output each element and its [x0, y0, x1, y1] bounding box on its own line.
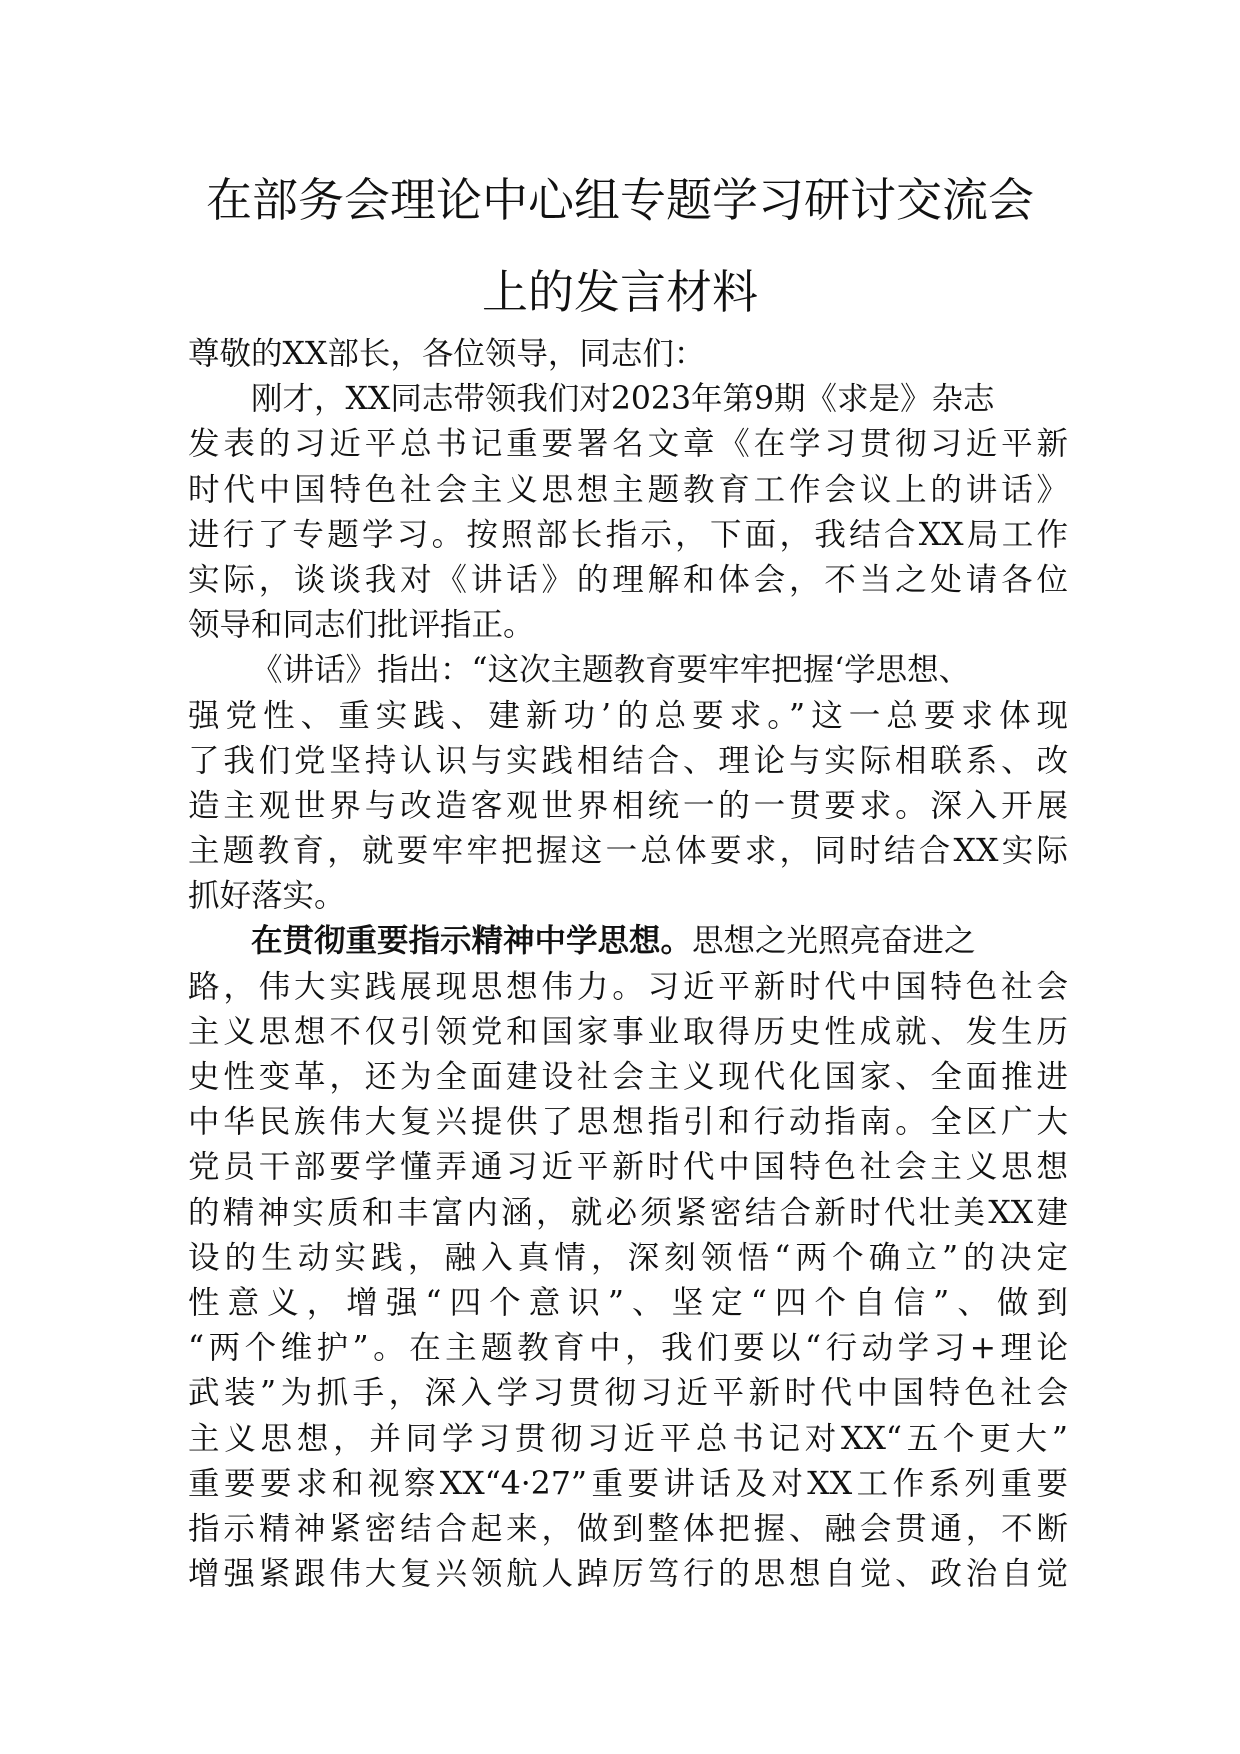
section-heading: 在贯彻重要指示精神中学思想。: [251, 923, 693, 960]
paragraph-line: 设的生动实践，融入真情，深刻领悟“两个确立”的决定: [188, 1239, 1068, 1276]
document-title-line-2: 上的发言材料: [482, 265, 758, 319]
paragraph-line: 发表的习近平总书记重要署名文章《在学习贯彻习近平新: [188, 426, 1068, 463]
heading-continuation: 思想之光照亮奋进之: [692, 923, 976, 960]
paragraph-line: 时代中国特色社会主义思想主题教育工作会议上的讲话》: [188, 471, 1068, 508]
document-title-line-1: 在部务会理论中心组专题学习研讨交流会: [206, 173, 1034, 227]
paragraph-line: 指示精神紧密结合起来，做到整体把握、融会贯通，不断: [188, 1510, 1068, 1547]
paragraph-line: 领导和同志们批评指正。: [188, 607, 535, 644]
paragraph-line: 抓好落实。: [188, 878, 346, 915]
paragraph-line: 史性变革，还为全面建设社会主义现代化国家、全面推进: [188, 1059, 1068, 1095]
paragraph-line: “两个维护”。在主题教育中，我们要以“行动学习+理论: [188, 1330, 1068, 1367]
paragraph-line-with-heading: [188, 919, 1068, 964]
paragraph-line: 中华民族伟大复兴提供了思想指引和行动指南。全区广大: [188, 1104, 1068, 1141]
paragraph-line: 武装”为抓手，深入学习贯彻习近平新时代中国特色社会: [188, 1375, 1068, 1412]
paragraph-line: 党员干部要学懂弄通习近平新时代中国特色社会主义思想: [188, 1149, 1068, 1186]
salutation-line: 尊敬的XX部长，各位领导，同志们：: [188, 336, 706, 372]
paragraph-line: 性意义，增强“四个意识”、坚定“四个自信”、做到: [188, 1284, 1068, 1321]
paragraph-line: 的精神实质和丰富内涵，就必须紧密结合新时代壮美XX建: [188, 1194, 1068, 1231]
paragraph-line: 强党性、重实践、建新功’的总要求。”这一总要求体现: [188, 697, 1068, 734]
paragraph-line: 实际，谈谈我对《讲话》的理解和体会，不当之处请各位: [188, 561, 1068, 598]
paragraph-line: 增强紧跟伟大复兴领航人踔厉笃行的思想自觉、政治自觉: [188, 1556, 1068, 1593]
paragraph-line: 路，伟大实践展现思想伟力。习近平新时代中国特色社会: [188, 968, 1068, 1005]
paragraph-line: 造主观世界与改造客观世界相统一的一贯要求。深入开展: [188, 787, 1068, 824]
paragraph-line: 刚才，XX同志带领我们对2023年第9期《求是》杂志: [251, 381, 995, 418]
paragraph-line: 主义思想不仅引领党和国家事业取得历史性成就、发生历: [188, 1013, 1068, 1050]
document-body: [188, 332, 1068, 1597]
paragraph-line: 主义思想，并同学习贯彻习近平总书记对XX“五个更大”: [188, 1420, 1068, 1457]
paragraph-line: 进行了专题学习。按照部长指示，下面，我结合XX局工作: [188, 516, 1068, 553]
paragraph-line: 《讲话》指出：“这次主题教育要牢牢把握‘学思想、: [251, 652, 971, 689]
paragraph-line: 重要要求和视察XX“4·27”重要讲话及对XX工作系列重要: [188, 1465, 1068, 1502]
paragraph-line: 主题教育，就要牢牢把握这一总体要求，同时结合XX实际: [188, 833, 1068, 870]
paragraph-line: 了我们党坚持认识与实践相结合、理论与实际相联系、改: [188, 742, 1068, 779]
